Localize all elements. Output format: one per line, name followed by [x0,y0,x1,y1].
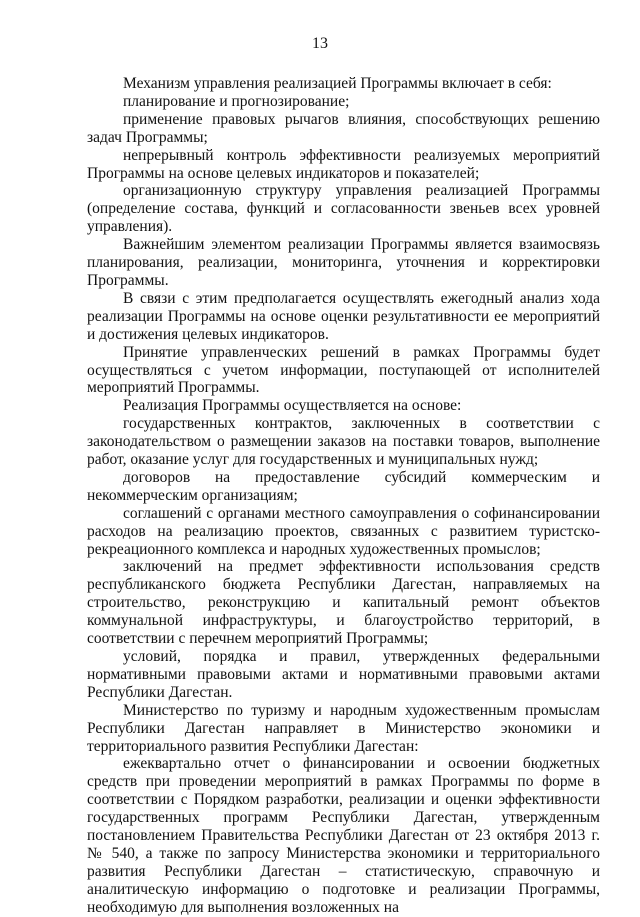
paragraph: В связи с этим предполагается осуществлять ежегодный анализ хода реализации Программы на основе оценки результативности ее мероприятий и достижения целевых индикаторов. [87,289,600,343]
paragraph: договоров на предоставление субсидий коммерческим и некоммерческим организациям; [87,468,600,504]
paragraph: применение правовых рычагов влияния, способствующих решению задач Программы; [87,110,600,146]
paragraph: планирование и прогнозирование; [123,92,350,110]
paragraph: условий, порядка и правил, утвержденных федеральными нормативными правовыми актами и нормативными правовыми актами Республики Дагестан. [87,648,600,701]
body-text [87,75,600,917]
paragraph: Министерство по туризму и народным художественным промыслам Республики Дагестан направляет в Министерство экономики и территориального развития Республики Дагестан: [87,701,600,755]
paragraph: Механизм управления реализацией Программы включает в себя: [123,75,552,92]
paragraph: государственных контрактов, заключенных в соответствии с законодательством о размещении заказов на поставки товаров, выполнение работ, оказание услуг для государственных и муниципальных нужд; [87,415,600,469]
paragraph: организационную структуру управления реализацией Программы (определение состава, функций и согласованности звеньев всех уровней управления). [87,182,600,236]
paragraph: Реализация Программы осуществляется на основе: [123,397,462,415]
paragraph: Принятие управленческих решений в рамках Программы будет осуществляться с учетом информации, поступающей от исполнителей мероприятий Программы. [87,343,600,397]
paragraph: соглашений с органами местного самоуправления о софинансировании расходов на реализацию проектов, связанных с развитием туристско-рекреационного комплекса и народных художественных промыслов; [87,504,600,558]
paragraph: Важнейшим элементом реализации Программы является взаимосвязь планирования, реализации, мониторинга, уточнения и корректировки Программы. [87,236,600,289]
paragraph: заключений на предмет эффективности использования средств республиканского бюджета Республики Дагестан, направляемых на строительство, реконструкцию и капитальный ремонт объектов коммунальной инфраструктуры, и благоустройство территорий, в соответствии с перечнем мероприятий Программы; [87,558,600,648]
page-number: 13 [312,35,328,52]
paragraph: непрерывный контроль эффективности реализуемых мероприятий Программы на основе целевых индикаторов и показателей; [87,146,600,182]
paragraph: ежеквартально отчет о финансировании и освоении бюджетных средств при проведении мероприятий в рамках Программы по форме в соответствии с Порядком разработки, реализации и оценки эффективности государственных программ Республики Дагестан, утвержденным постановлением Правительства Республики Дагестан от 23 октября 2013 г. № 540, а также по запросу Министерства экономики и территориального развития Республики Дагестан – статистическую, справочную и аналитическую информацию о подготовке и реализации Программы, необходимую для выполнения возложенных на [87,755,600,916]
